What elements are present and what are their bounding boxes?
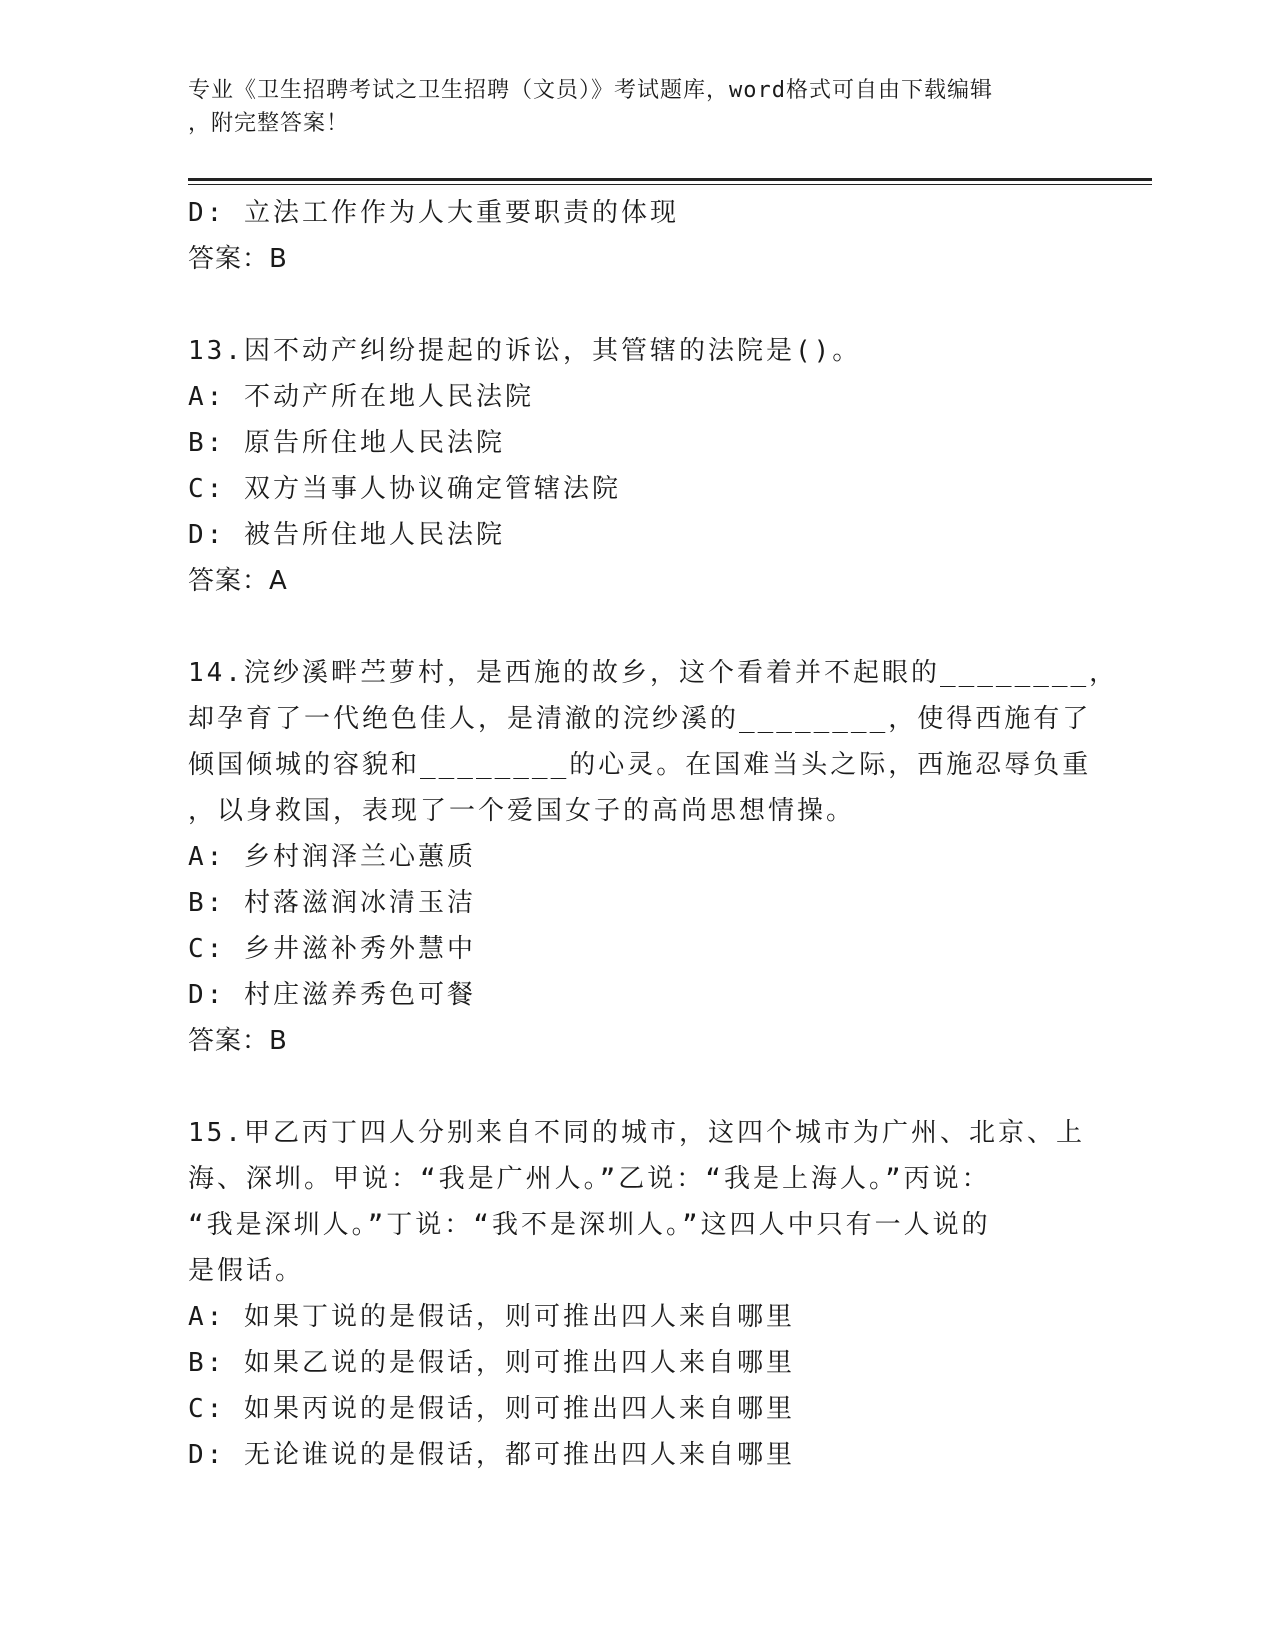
question-14-stem-line-1: 14.浣纱溪畔苎萝村，是西施的故乡，这个看着并不起眼的________，	[188, 658, 1119, 688]
question-15-option-c: C: 如果丙说的是假话，则可推出四人来自哪里	[188, 1394, 795, 1424]
spacer	[188, 282, 1088, 328]
question-14-stem-line-3: 倾国倾城的容貌和________的心灵。在国难当头之际，西施忍辱负重	[188, 750, 1092, 780]
question-14	[188, 650, 1119, 1064]
question-14-answer: 答案：B	[188, 1026, 288, 1056]
question-15-stem-line-3: “我是深圳人。”丁说：“我不是深圳人。”这四人中只有一人说的	[188, 1210, 991, 1240]
header-line-1: 专业《卫生招聘考试之卫生招聘（文员）》考试题库，word格式可自由下载编辑	[188, 78, 993, 103]
question-13-answer: 答案：A	[188, 566, 288, 596]
question-15-stem-line-1: 15.甲乙丙丁四人分别来自不同的城市，这四个城市为广州、北京、上	[188, 1118, 1085, 1148]
header-rule-thin	[188, 184, 1152, 185]
header-rule-thick	[188, 178, 1152, 181]
question-14-option-a: A: 乡村润泽兰心蕙质	[188, 842, 476, 872]
question-13-option-d: D: 被告所住地人民法院	[188, 520, 505, 550]
question-13	[188, 328, 1088, 604]
question-13-option-c: C: 双方当事人协议确定管辖法院	[188, 474, 621, 504]
question-13-option-a: A: 不动产所在地人民法院	[188, 382, 534, 412]
page-header	[188, 74, 1088, 140]
question-15-option-a: A: 如果丁说的是假话，则可推出四人来自哪里	[188, 1302, 795, 1332]
prev-option-d: D: 立法工作作为人大重要职责的体现	[188, 198, 679, 228]
prev-answer: 答案：B	[188, 244, 288, 274]
question-13-option-b: B: 原告所住地人民法院	[188, 428, 505, 458]
question-14-option-b: B: 村落滋润冰清玉洁	[188, 888, 476, 918]
question-15-stem-line-2: 海、深圳。甲说：“我是广州人。”乙说：“我是上海人。”丙说：	[188, 1164, 991, 1194]
question-15	[188, 1110, 1088, 1478]
question-14-stem-line-4: ，以身救国，表现了一个爱国女子的高尚思想情操。	[188, 796, 856, 826]
question-14-option-d: D: 村庄滋养秀色可餐	[188, 980, 476, 1010]
spacer	[188, 1064, 1088, 1110]
question-15-option-d: D: 无论谁说的是假话，都可推出四人来自哪里	[188, 1440, 795, 1470]
document-body	[188, 190, 1119, 1478]
question-14-option-c: C: 乡井滋补秀外慧中	[188, 934, 476, 964]
question-13-stem: 13.因不动产纠纷提起的诉讼，其管辖的法院是()。	[188, 336, 862, 366]
spacer	[188, 604, 1088, 650]
question-15-stem-line-4: 是假话。	[188, 1256, 305, 1286]
header-line-2: ，附完整答案！	[188, 111, 350, 136]
question-15-option-b: B: 如果乙说的是假话，则可推出四人来自哪里	[188, 1348, 795, 1378]
question-14-stem-line-2: 却孕育了一代绝色佳人，是清澈的浣纱溪的________，使得西施有了	[188, 704, 1092, 734]
